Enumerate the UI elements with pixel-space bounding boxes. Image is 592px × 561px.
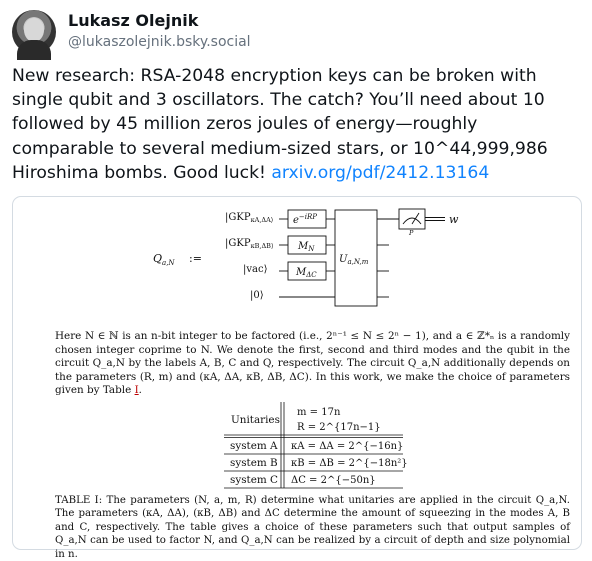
table-header-m: m = 17n <box>297 407 341 418</box>
paper-paragraph-text: Here N ∈ ℕ is an n-bit integer to be factored (i.e., 2ⁿ⁻¹ ≤ N ≤ 2ⁿ − 1), and a ∈ ℤ*ₙ is a randomly chosen integer coprime to N. We denote the first, second and third modes and the qubit in the circuit Q_a,N by the labels A, B, C and Q, respectively. The circuit Q_a,N additionally depends on the parameters (R, m) and (κA, ΔA, κB, ΔB, ΔC). In this work, we make the choice of parameters given by Table <box>55 330 570 397</box>
image-embed[interactable] <box>12 196 582 560</box>
circuit-assign: := <box>189 252 202 265</box>
author-name[interactable]: Lukasz Olejnik <box>68 11 199 30</box>
table-row-b-value: κB = ΔB = 2^{−18n²} <box>291 458 408 469</box>
table-row-b-label: system B <box>230 457 278 469</box>
paper-paragraph <box>55 330 570 398</box>
avatar[interactable] <box>12 10 56 54</box>
table-header-label: Unitaries <box>231 414 280 426</box>
table-header-r: R = 2^{17n−1} <box>297 422 381 433</box>
table-caption: TABLE I: The parameters (N, a, m, R) determine what unitaries are applied in the circuit Q_a,N. The parameters (κA, ΔA), (κB, ΔB) and ΔC determine the amount of squeezing in the modes A, B and C, respectively. The table gives a choice of these parameters such that output samples of Q_a,N can be used to factor N, and Q_a,N can be realized by a circuit of depth and size polynomial in n. <box>55 495 570 560</box>
input-gkp-a: $|GKP_{\kappa A,\Delta A⟩}$ <box>225 212 274 224</box>
gate-mn-label: $M_N$ <box>298 241 315 253</box>
table-row-c-value: ΔC = 2^{−50n} <box>291 475 376 486</box>
meter-label: P <box>409 229 414 237</box>
avatar-body <box>17 40 51 60</box>
table-row-c-label: system C <box>230 474 278 486</box>
circuit-diagram <box>13 197 581 327</box>
meter-icon <box>399 209 425 229</box>
input-zero: |0⟩ <box>250 290 264 301</box>
circuit-lhs: $Q_{a,N}$ <box>153 252 175 267</box>
gate-unitary-label: $U_{a,N,m}$ <box>339 254 369 266</box>
table-row-a-label: system A <box>230 440 278 452</box>
author-handle[interactable]: @lukaszolejnik.bsky.social <box>68 34 251 50</box>
input-vac: |vac⟩ <box>243 264 268 275</box>
input-gkp-b: $|GKP_{\kappa B,\Delta B⟩}$ <box>225 238 274 250</box>
gate-phase-label: $e^{-iRP}$ <box>293 213 318 226</box>
table-row-a-value: κA = ΔA = 2^{−16n} <box>291 441 404 452</box>
post-link[interactable]: arxiv.org/pdf/2412.13164 <box>271 162 490 183</box>
avatar-face <box>24 18 44 42</box>
post-text <box>12 64 580 185</box>
post-header <box>12 10 582 56</box>
paper-paragraph-end: . <box>138 384 142 397</box>
parameter-table <box>13 402 581 498</box>
post-body: New research: RSA-2048 encryption keys can be broken with single qubit and 3 oscillators. The catch? You’ll need about 10 followed by 45 million zeros joules of energy—roughly comparable to several medium-sized stars, or 10^44,999,986 Hiroshima bombs. Good luck! <box>12 66 548 183</box>
gate-mdc-label: $M_{\Delta C}$ <box>296 267 317 279</box>
table-ref-link[interactable]: I <box>134 384 139 397</box>
output-label: w <box>449 213 459 226</box>
